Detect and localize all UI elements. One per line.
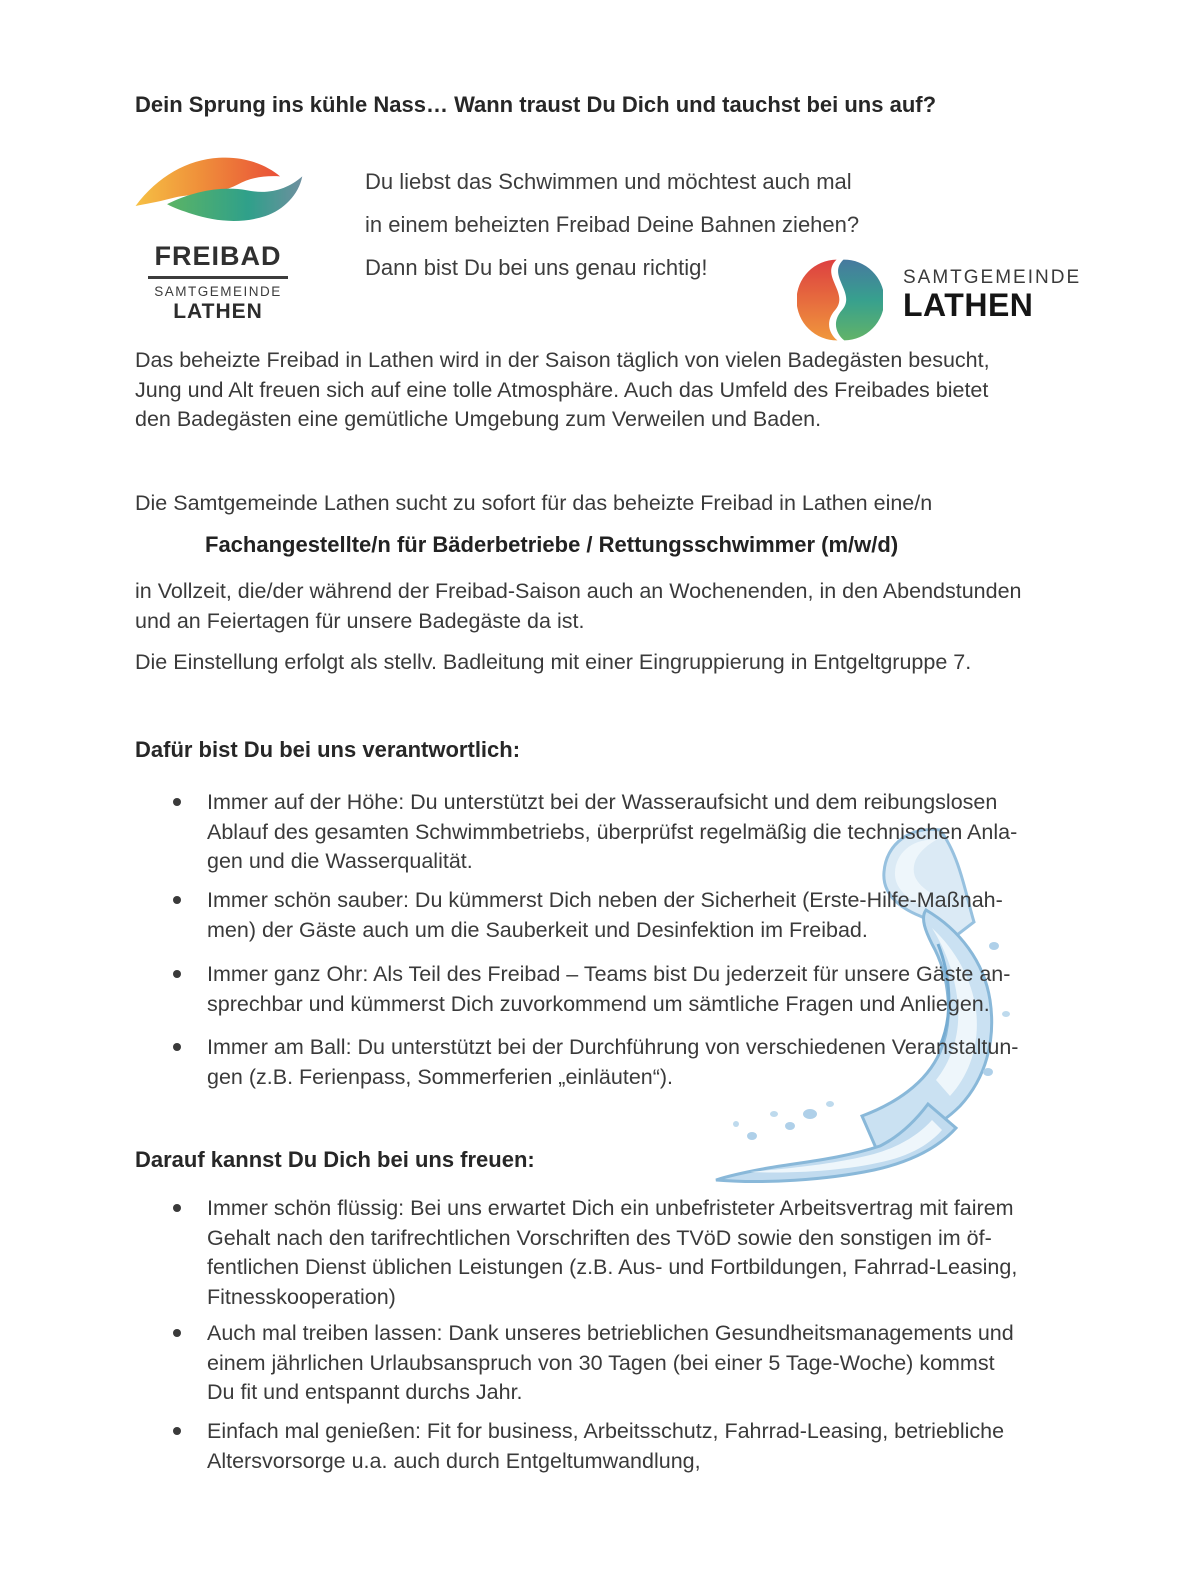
- benefits-heading: Darauf kannst Du Dich bei uns freuen:: [135, 1147, 535, 1172]
- fulltime-paragraph: [135, 577, 1085, 636]
- responsibility-line: sprechbar und kümmerst Dich zuvorkommend um sämtliche Fragen und Anliegen.: [207, 991, 990, 1016]
- bullet-icon: [173, 896, 181, 904]
- fulltime-line: in Vollzeit, die/der während der Freibad-Saison auch an Wochenenden, in den Abendstunden: [135, 579, 1022, 603]
- bullet-icon: [173, 1329, 181, 1337]
- benefit-line: Einfach mal genießen: Fit for business, Arbeitsschutz, Fahrrad-Leasing, betriebliche: [207, 1419, 1005, 1443]
- intro-line: Dann bist Du bei uns genau richtig!: [365, 255, 708, 280]
- fulltime-line: und an Feiertagen für unsere Badegäste da ist.: [135, 608, 585, 633]
- benefit-item: [170, 1194, 1070, 1312]
- grade-paragraph: Die Einstellung erfolgt als stellv. Badleitung mit einer Eingruppierung in Entgeltgruppe 7.: [135, 650, 972, 674]
- intro-line: Du liebst das Schwimmen und möchtest auch mal: [365, 169, 852, 194]
- benefit-line: Gehalt nach den tarifrechtlichen Vorschriften des TVöD sowie den sonstigen im öf-: [207, 1225, 992, 1250]
- benefit-item: [170, 1417, 1070, 1476]
- lathen-circle-icon: [797, 257, 883, 343]
- responsibility-line: Immer ganz Ohr: Als Teil des Freibad – Teams bist Du jederzeit für unsere Gäste an-: [207, 962, 1011, 986]
- responsibility-item: [170, 1033, 1070, 1092]
- lathen-logo-line2: LATHEN: [903, 287, 1034, 323]
- job-title: Fachangestellte/n für Bäderbetriebe / Rettungsschwimmer (m/w/d): [205, 532, 899, 557]
- benefit-line: Immer schön flüssig: Bei uns erwartet Dich ein unbefristeter Arbeitsvertrag mit fairem: [207, 1196, 1014, 1220]
- about-line: Jung und Alt freuen sich auf eine tolle Atmosphäre. Auch das Umfeld des Freibades bietet: [135, 377, 989, 402]
- benefit-line: einem jährlichen Urlaubsanspruch von 30 Tagen (bei einer 5 Tage-Woche) kommst: [207, 1350, 995, 1375]
- freibad-logo-subtitle-bottom: LATHEN: [173, 299, 263, 323]
- responsibility-line: gen (z.B. Ferienpass, Sommerferien „einläuten“).: [207, 1064, 674, 1089]
- page-title: Dein Sprung ins kühle Nass… Wann traust Du Dich und tauchst bei uns auf?: [135, 92, 937, 117]
- freibad-waves-icon: [130, 146, 306, 240]
- responsibility-line: Immer am Ball: Du unterstützt bei der Durchführung von verschiedenen Veranstaltun-: [207, 1035, 1019, 1059]
- bullet-icon: [173, 798, 181, 806]
- responsibility-line: Immer auf der Höhe: Du unterstützt bei der Wasseraufsicht und dem reibungslosen: [207, 790, 998, 814]
- bullet-icon: [173, 1043, 181, 1051]
- responsibility-line: Ablauf des gesamten Schwimmbetriebs, überprüfst regelmäßig die technischen Anla-: [207, 819, 1018, 844]
- bullet-icon: [173, 1204, 181, 1212]
- about-line: den Badegästen eine gemütliche Umgebung zum Verweilen und Baden.: [135, 407, 822, 431]
- seeking-paragraph: Die Samtgemeinde Lathen sucht zu sofort für das beheizte Freibad in Lathen eine/n: [135, 491, 933, 515]
- responsibilities-heading: Dafür bist Du bei uns verantwortlich:: [135, 737, 521, 762]
- bullet-icon: [173, 970, 181, 978]
- benefit-item: [170, 1319, 1070, 1408]
- responsibility-item: [170, 886, 1070, 945]
- responsibility-line: gen und die Wasserqualität.: [207, 849, 473, 873]
- responsibility-item: [170, 788, 1070, 877]
- freibad-logo: [128, 146, 308, 324]
- benefit-line: Fitnesskooperation): [207, 1284, 396, 1309]
- about-paragraph: [135, 346, 1085, 435]
- freibad-logo-subtitle-top: SAMTGEMEINDE: [154, 283, 282, 299]
- freibad-logo-divider: [148, 276, 288, 279]
- benefit-line: Auch mal treiben lassen: Dank unseres betrieblichen Gesundheitsmanagements und: [207, 1321, 1014, 1345]
- benefit-line: Du fit und entspannt durchs Jahr.: [207, 1380, 523, 1404]
- responsibility-line: Immer schön sauber: Du kümmerst Dich neben der Sicherheit (Erste-Hilfe-Maßnah-: [207, 888, 1003, 912]
- lathen-logo-line1: SAMTGEMEINDE: [903, 267, 1082, 288]
- intro-line: in einem beheizten Freibad Deine Bahnen ziehen?: [365, 212, 860, 237]
- benefit-line: Altersvorsorge u.a. auch durch Entgeltumwandlung,: [207, 1448, 701, 1473]
- benefit-line: fentlichen Dienst üblichen Leistungen (z.B. Aus- und Fortbildungen, Fahrrad-Leasing,: [207, 1255, 1018, 1279]
- about-line: Das beheizte Freibad in Lathen wird in der Saison täglich von vielen Badegästen besucht,: [135, 348, 990, 372]
- bullet-icon: [173, 1427, 181, 1435]
- responsibility-line: men) der Gäste auch um die Sauberkeit und Desinfektion im Freibad.: [207, 917, 868, 942]
- freibad-logo-name: FREIBAD: [154, 241, 282, 271]
- responsibility-item: [170, 960, 1070, 1019]
